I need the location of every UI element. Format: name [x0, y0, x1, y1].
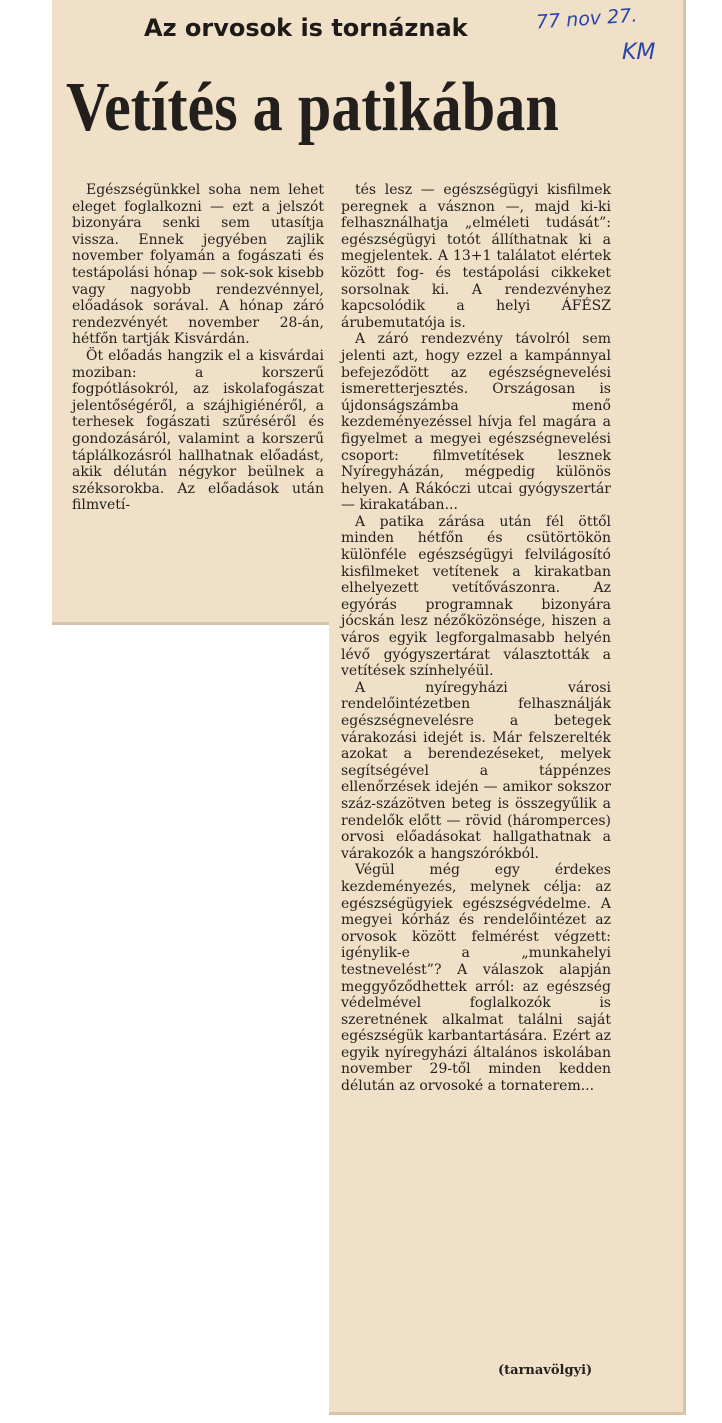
paragraph: tés lesz — egészségügyi kisfilmek peregnek a vásznon —, majd ki-ki felhasználhatja „elméleti tudását”: egészségügyi totót állíthatnak ki a megjelentek. A 13+1 találatot elértek között fog- és testápolási cikkeket sorsolnak ki. A rendezvényhez kapcsolódik a helyi ÁFÉSZ árubemutatója is. — [341, 182, 611, 331]
paragraph: A nyíregyházi városi rendelőintézetben felhasználják egészségnevelésre a betegek várakozási idejét is. Már felszerelték azokat a berendezéseket, melyek segítségével a táppénzes ellenőrzések idején — amikor sokszor száz-százötven beteg is összegyűlik a rendelők előtt — rövid (háromperces) orvosi előadásokat hallgathatnak a várakozók a hangszórókból. — [341, 679, 611, 862]
clipping-edge-shadow — [683, 0, 686, 1415]
handwritten-initials: KM — [622, 40, 656, 65]
article-column-right — [341, 182, 611, 1095]
paragraph: A patika zárása után fél öttől minden hétfőn és csütörtökön különféle egészségügyi felvilágosító kisfilmeket vetítenek a kirakatban elhelyezett vetítővászonra. Az egyórás programnak bizonyára jócskán lesz nézőközönsége, hiszen a város egyik legforgalmasabb helyén lévő gyógyszertárat választották a vetítések színhelyéül. — [341, 513, 611, 680]
article-column-left — [72, 182, 324, 514]
handwritten-date: 77 nov 27. — [535, 4, 639, 34]
paragraph: Öt előadás hangzik el a kisvárdai moziban: a korszerű fogpótlásokról, az iskolafogászat jelentőségéről, a szájhigiénéről, a terhesek fogászati szűréséről és gondozásáról, valamint a korszerű táplálkozásról hallhatnak előadást, akik délután négykor beülnek a széksorokba. Az előadások után filmvetí- — [72, 347, 324, 514]
clipping-bottom-shadow — [329, 1412, 686, 1415]
paragraph: Végül még egy érdekes kezdeményezés, melynek célja: az egészségügyiek egészségvédelme. A megyei kórház és rendelőintézet az orvosok között felmérést végzett: igénylik-e a „munkahelyi testnevelést”? A válaszok alapján meggyőződhettek arról: az egészség védelmével foglalkozók is szeretnének alkalmat találni saját egészségük karbantartására. Ezért az egyik nyíregyházi általános iskolában november 29-től minden kedden délután az orvosoké a tornaterem... — [341, 862, 611, 1095]
clipping-cut-shadow — [52, 622, 329, 625]
article-kicker: Az orvosok is tornáznak — [144, 14, 468, 42]
article-headline: Vetítés a patikában — [66, 69, 559, 146]
paragraph: A záró rendezvény távolról sem jelenti azt, hogy ezzel a kampánnyal befejeződött az egészségnevelési ismeretterjesztés. Országosan is újdonságszámba menő kezdeményezéssel hívja fel magára a figyelmet a megyei egészségnevelési csoport: filmvetítések lesznek Nyíregyházán, mégpedig különös helyen. A Rákóczi utcai gyógyszertár — kirakatában... — [341, 331, 611, 514]
article-byline: (tarnavölgyi) — [498, 1363, 593, 1378]
paragraph: Egészségünkkel soha nem lehet eleget foglalkozni — ezt a jelszót bizonyára senki sem utasítja vissza. Ennek jegyében zajlik november folyamán a fogászati és testápolási hónap — sok-sok kisebb vagy nagyobb rendezvénnyel, előadások sorával. A hónap záró rendezvényét november 28-án, hétfőn tartják Kisvárdán. — [72, 182, 324, 348]
